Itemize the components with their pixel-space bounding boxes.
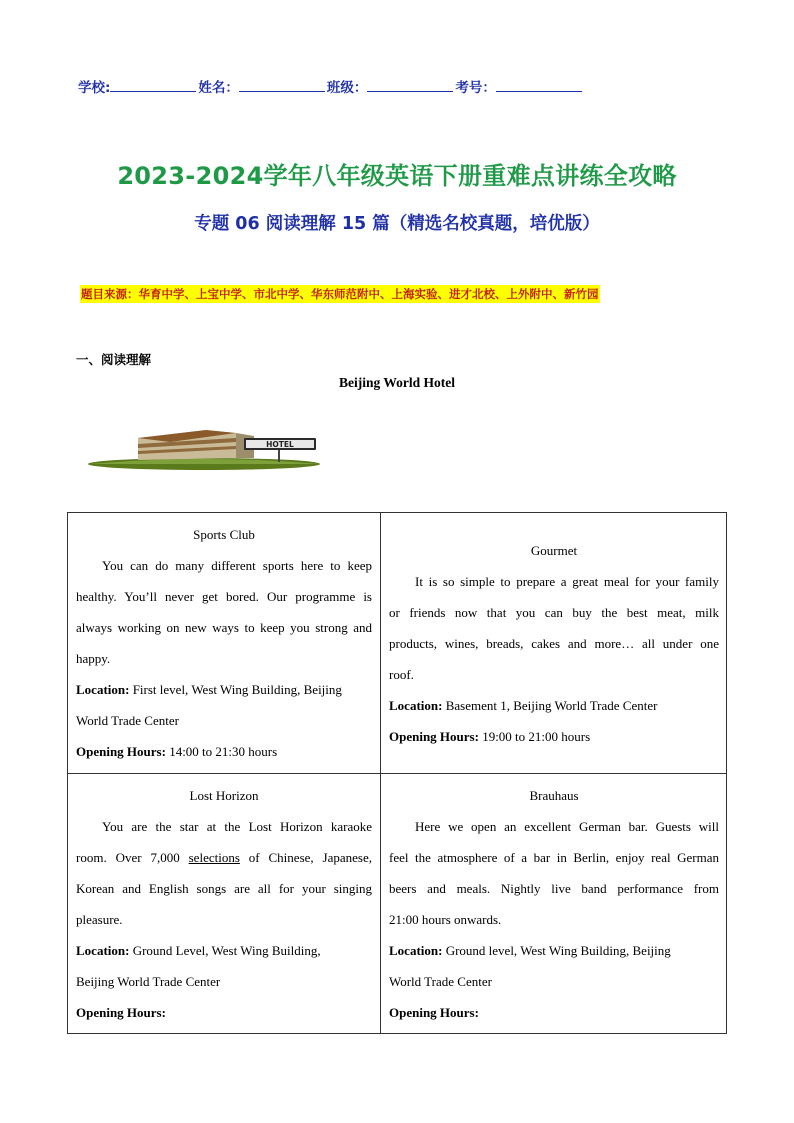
- cell-brauhaus: [389, 780, 719, 1028]
- name-label: 姓名：: [198, 80, 239, 96]
- hotel-sign-text: HOTEL: [266, 440, 294, 449]
- location-row: [76, 674, 372, 705]
- location-row: [389, 935, 719, 966]
- cell-lost-horizon: [76, 780, 372, 1028]
- hours-row: [76, 997, 372, 1028]
- cell-sports-club: [76, 519, 372, 767]
- source-banner: 题目来源：华育中学、上宝中学、市北中学、华东师范附中、上海实验、进才北校、上外附中、新竹园: [81, 287, 599, 301]
- location-row: [76, 935, 372, 966]
- location-value-cont: World Trade Center: [76, 713, 179, 728]
- desc-line: Korean and English songs are all for your singing: [76, 881, 372, 896]
- hours-value: 19:00 to 21:00 hours: [478, 729, 591, 744]
- location-row: [389, 690, 719, 721]
- cell-title: Brauhaus: [529, 788, 579, 803]
- hours-row: [389, 721, 719, 752]
- hours-label: Opening Hours:: [389, 729, 479, 744]
- desc-line: beers and meals. Nightly live band performance from: [389, 881, 719, 896]
- page-subtitle: 专题 06 阅读理解 15 篇（精选名校真题，培优版）: [194, 214, 600, 234]
- desc-line: products, wines, breads, cakes and more… all under one: [389, 636, 719, 651]
- cell-title: Gourmet: [530, 543, 578, 558]
- page-title: 2023-2024学年八年级英语下册重难点讲练全攻略: [117, 162, 677, 190]
- cell-title: Sports Club: [193, 527, 255, 542]
- student-info-line: [78, 76, 584, 96]
- section-heading: 一、阅读理解: [76, 352, 152, 367]
- school-blank[interactable]: [110, 79, 196, 92]
- passage-title: Beijing World Hotel: [338, 375, 455, 390]
- location-label: Location:: [76, 682, 130, 697]
- hotel-building-illustration: [86, 418, 326, 470]
- desc-line: Here we open an excellent German bar. Guests will: [415, 819, 719, 834]
- facility-table: [67, 512, 727, 1034]
- desc-line: always working on new ways to keep you strong and: [76, 620, 372, 635]
- hours-value: 14:00 to 21:30 hours: [165, 744, 278, 759]
- desc-line: 21:00 hours onwards.: [389, 912, 502, 927]
- desc-line: room. Over 7,000 selections of Chinese, Japanese,: [76, 850, 372, 865]
- desc-line: You can do many different sports here to keep: [102, 558, 372, 573]
- location-value: Ground Level, West Wing Building,: [129, 943, 321, 958]
- hours-label: Opening Hours:: [76, 744, 166, 759]
- cell-gourmet: [389, 535, 719, 752]
- desc-line: roof.: [389, 667, 414, 682]
- hours-row: [389, 997, 719, 1028]
- underlined-word: selections: [188, 850, 240, 865]
- desc-line: You are the star at the Lost Horizon karaoke: [102, 819, 372, 834]
- school-label: 学校:: [78, 80, 111, 96]
- location-label: Location:: [76, 943, 130, 958]
- desc-line: pleasure.: [76, 912, 123, 927]
- location-value: First level, West Wing Building, Beijing: [129, 682, 342, 697]
- hours-row: [76, 736, 372, 767]
- desc-line: feel the atmosphere of a bar in Berlin, enjoy real German: [389, 850, 719, 865]
- desc-line: or friends now that you can buy the best meat, milk: [389, 605, 719, 620]
- location-label: Location:: [389, 698, 443, 713]
- class-blank[interactable]: [367, 79, 453, 92]
- desc-line: healthy. You’ll never get bored. Our programme is: [76, 589, 372, 604]
- location-label: Location:: [389, 943, 443, 958]
- cell-title: Lost Horizon: [189, 788, 259, 803]
- location-value: Ground level, West Wing Building, Beijing: [442, 943, 671, 958]
- desc-line: happy.: [76, 651, 111, 666]
- location-value-cont: Beijing World Trade Center: [76, 974, 221, 989]
- hours-label: Opening Hours:: [76, 1005, 166, 1020]
- class-label: 班级：: [326, 80, 368, 96]
- hours-label: Opening Hours:: [389, 1005, 479, 1020]
- location-value: Basement 1, Beijing World Trade Center: [442, 698, 658, 713]
- exam-no-label: 考号：: [455, 80, 496, 96]
- location-value-cont: World Trade Center: [389, 974, 492, 989]
- desc-line: It is so simple to prepare a great meal for your family: [415, 574, 719, 589]
- name-blank[interactable]: [239, 79, 325, 92]
- exam-no-blank[interactable]: [496, 79, 582, 92]
